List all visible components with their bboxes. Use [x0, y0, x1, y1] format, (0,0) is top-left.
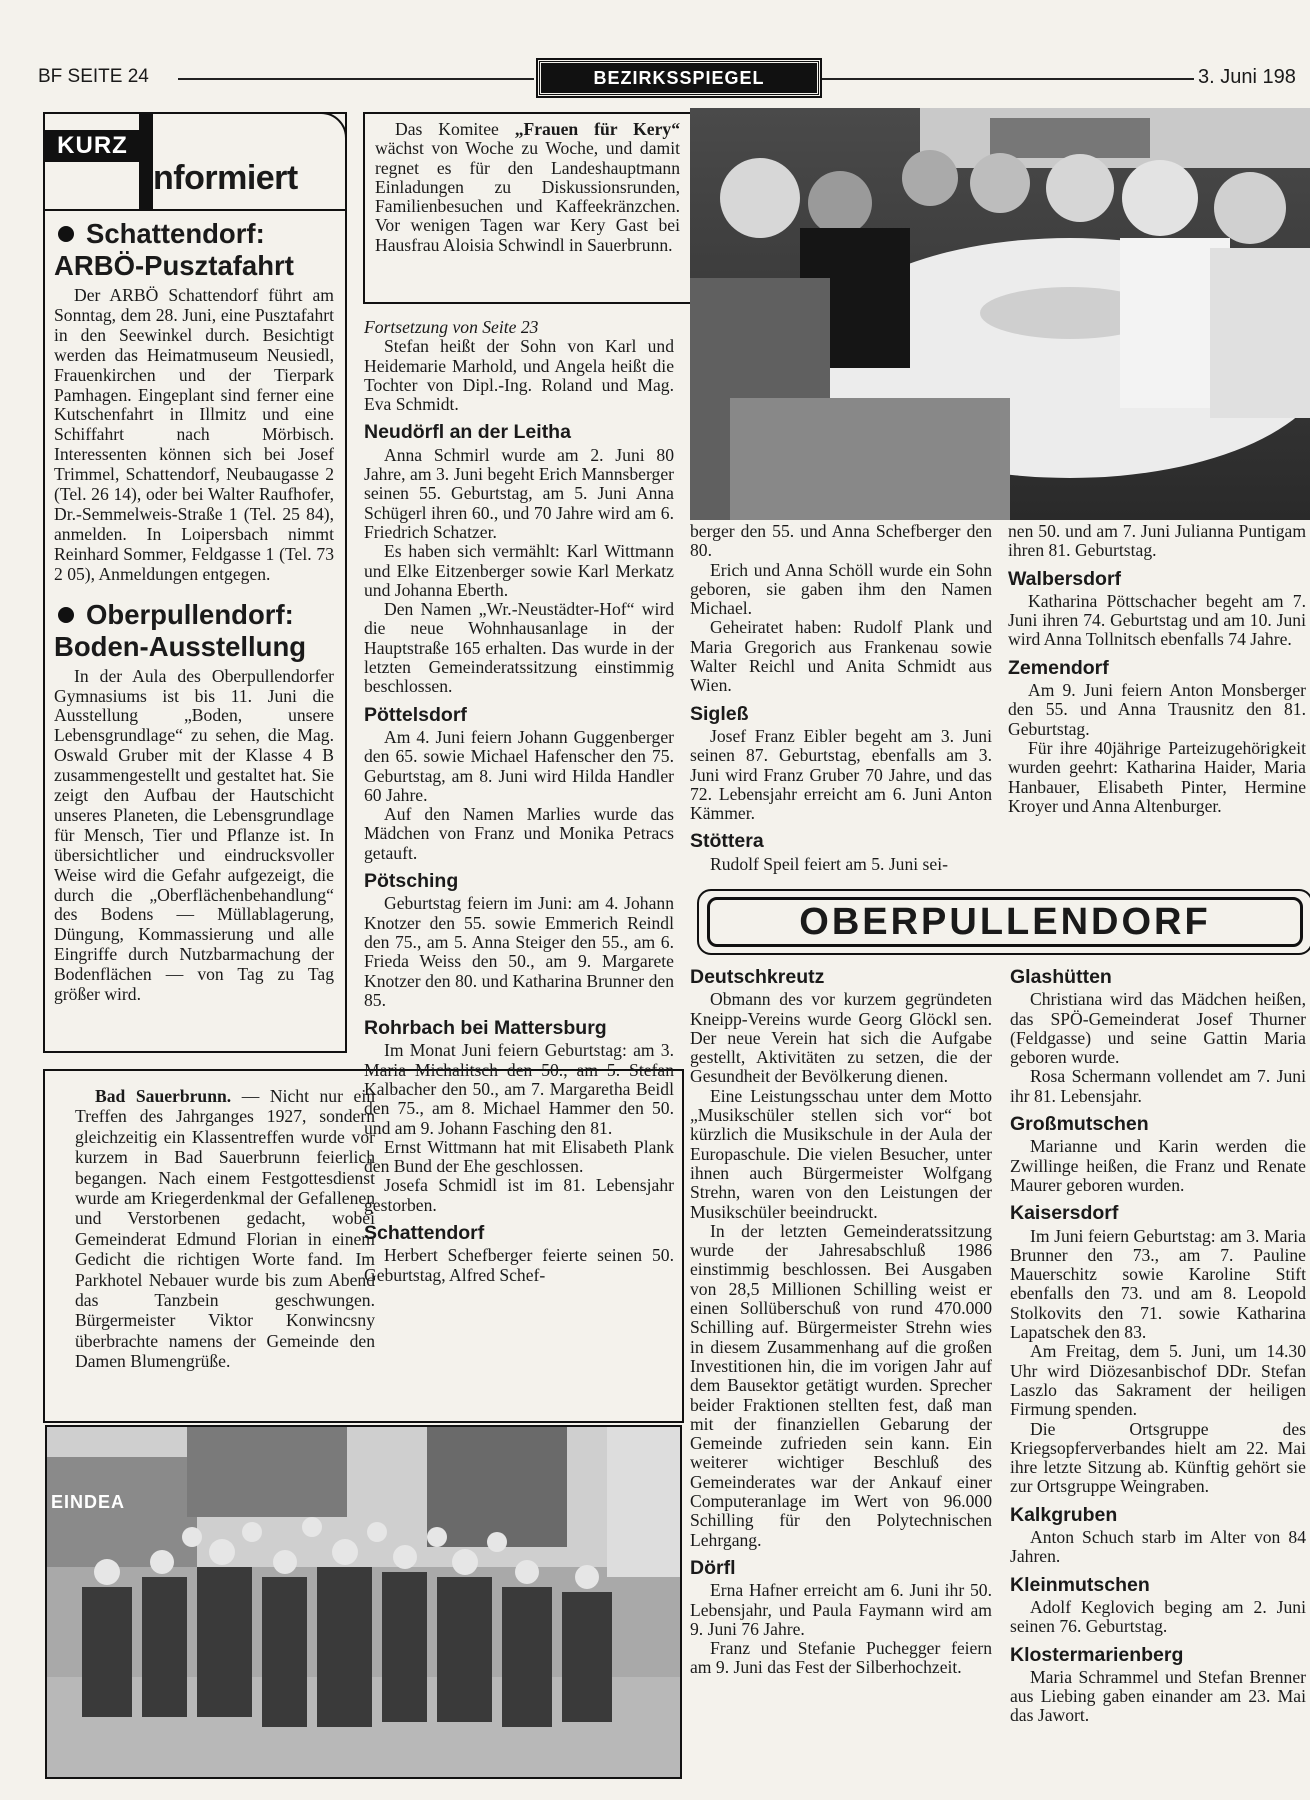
column-bezirk-3: berger den 55. und Anna Schefberger den 80. Erich und Anna Schöll wurde ein Sohn geboren, sie gaben ihm den Namen Michael. Geheiratet haben: Rudolf Plank und Maria Gregorich aus Frankenau sowie Walter Reichl und Anita Schmidt aus Wien. Sigleß Josef Franz Eibler begeht am 3. Juni seinen 87. Geburtstag, ebenfalls am 3. Juni wird Franz Gruber 70 Jahre, und das 72. Lebensjahr erreicht am 6. Juni Anton Kämmer. Stöttera Rudolf Speil feiert am 5. Juni sei- [690, 521, 992, 874]
bullet-icon [58, 226, 74, 242]
page-number: BF SEITE 24 [38, 66, 149, 87]
column-bezirk-4: nen 50. und am 7. Juni Julianna Puntigam ihren 81. Geburtstag. Walbersdorf Katharina Pöttschacher begeht am 7. Juni ihren 74. Geburtstag und am 10. Juni wird Anna Tollnitsch ebenfalls 74 Jahre. Zemendorf Am 9. Juni feiern Anton Monsberger den 55. und Anna Trausnitz den 81. Geburtstag. Für ihre 40jährige Parteizugehörigkeit wurden geehrt: Katharina Haider, Maria Hanbauer, Elisabeth Pinter, Hermine Kroyer und Anna Altenburger. [1008, 521, 1306, 816]
oberpullendorf-title: OBERPULLENDORF [707, 897, 1303, 947]
column-oberpullendorf-2: Glashütten Christiana wird das Mädchen heißen, das SPÖ-Gemeinderat Josef Thurner (Feldgasse) und seine Gattin Maria geboren wurde. Rosa Schermann vollendet am 7. Juni ihr 81. Lebensjahr. Großmutschen Marianne und Karin werden die Zwillinge heißen, die Franz und Renate Maurer geboren wurden. Kaisersdorf Im Juni feiern Geburtstag: am 3. Maria Brunner den 73., am 7. Pauline Mauerschitz sowie Karoline Stift ebenfalls den 73. und am 8. Leopold Stolkovits den 71. sowie Katharina Lapatschek den 83. Am Freitag, dem 5. Juni, um 14.30 Uhr wird Diözesanbischof DDr. Stefan Laszlo das Sakrament der heiligen Firmung spenden. Die Ortsgruppe des Kriegsopferverbandes hielt am 22. Mai ihre letzte Sitzung ab. Künftig gehört sie zur Ortsgruppe Weingraben. Kalkgruben Anton Schuch starb im Alter von 84 Jahren. Kleinmutschen Adolf Keglovich beging am 2. Juni seinen 76. Geburtstag. Klostermarienberg Maria Schrammel und Stefan Brenner aus Liebing gaben einander am 23. Mai das Jawort. [1010, 966, 1306, 1726]
frauen-kery-text: Das Komitee „Frauen für Kery“ wächst von Woche zu Woche, und damit regnet es für den Landeshauptmann Einladungen zu Diskussionsrunden, Familienbesuchen und Kaffeekränzchen. Vor wenigen Tagen war Kery Gast bei Hausfrau Aloisia Schwindl in Sauerbrunn. [375, 119, 680, 255]
town-heading: Pötsching [364, 870, 459, 893]
town-heading: Stöttera [690, 830, 764, 853]
town-heading: Kalkgruben [1010, 1503, 1118, 1526]
town-heading: Kleinmutschen [1010, 1573, 1150, 1596]
kurz-articles [54, 212, 334, 1005]
photo-jahrgangstreffen [45, 1425, 682, 1779]
article-text: Der ARBÖ Schattendorf führt am Sonntag, dem 28. Juni, eine Pusztafahrt in den Seewinkel durch. Besichtigt werden das Heimatmuseum Neusiedl, Frauenkirchen und der Tierpark Pamhagen. Eingeplant sind ferner eine Kutschenfahrt in Illmitz und eine Schiffahrt nach Mörbisch. Interessenten können sich bei Josef Trimmel, Schattendorf, Neubaugasse 2 (Tel. 26 14), oder bei Walter Raufhofer, Dr.-Semmelweis-Straße 1 (Tel. 25 84), anmelden. In Loipersbach nimmt Reinhard Sommer, Feldgasse 1 (Tel. 73 2 05), Anmeldungen entgegen. [54, 285, 334, 584]
article-title: Oberpullendorf: [54, 599, 334, 631]
town-heading: Sigleß [690, 702, 749, 725]
town-heading: Glashütten [1010, 966, 1112, 988]
kurz-informiert-heading [43, 112, 347, 211]
informiert-label: nformiert [153, 159, 298, 197]
frauen-kery-box [363, 112, 692, 304]
town-heading: Pöttelsdorf [364, 703, 467, 726]
town-heading: Dörfl [690, 1556, 736, 1579]
fortsetzung-note: Fortsetzung von Seite 23 [364, 317, 539, 337]
photo-kaffeekraenzchen [690, 108, 1310, 520]
town-heading: Schattendorf [364, 1222, 485, 1245]
town-heading: Walbersdorf [1008, 567, 1122, 590]
header-rule-left [178, 78, 534, 80]
kurz-label: KURZ [45, 130, 140, 162]
town-heading: Großmutschen [1010, 1113, 1149, 1136]
column-oberpullendorf-1: Deutschkreutz Obmann des vor kurzem gegründeten Kneipp-Vereins wurde Georg Glöckl sen. Der neue Verein hat sich die Aufgabe gestellt, Aktivitäten zu setzen, die der Gesundheit der Bevölkerung dienen. Eine Leistungsschau unter dem Motto „Musikschüler stellen sich vor“ bot kürzlich die Musikschule in der Aula der Europaschule. Die vielen Besucher, unter ihnen auch Bürgermeister Wolfgang Strehn, waren von den Leistungen der Musikschüler beeindruckt. In der letzten Gemeinderatssitzung wurde der Jahresabschluß 1986 einstimmig beschlossen. Bei Ausgaben von 28,5 Millionen Schilling weist er einen Sollüberschuß von rund 470.000 Schilling auf. Bürgermeister Strehn wies in diesem Zusammenhang auf die großen Investitionen hin, die im vorigen Jahr auf dem Bausektor getätigt wurden. Sprecher beider Fraktionen stellten fest, daß man mit der finanziellen Gebarung der Gemeinde zufrieden sein kann. Ein weiterer wichtiger Beschluß des Gemeinderates war der Ankauf einer Computeranlage im Wert von 96.000 Schilling für den Polytechnischen Lehrgang. Dörfl Erna Hafner erreicht am 6. Juni ihr 50. Lebensjahr, und Paula Faymann wird am 9. Juni 76 Jahre. Franz und Stefanie Puchegger feiern am 9. Juni das Fest der Silberhochzeit. [690, 966, 992, 1678]
informiert-initial-bar [139, 114, 153, 209]
column-bezirk-2: Fortsetzung von Seite 23 Stefan heißt der Sohn von Karl und Heidemarie Marhold, und Angela heißt die Tochter von Dipl.-Ing. Roland und Mag. Eva Schmidt. Neudörfl an der Leitha Anna Schmirl wurde am 2. Juni 80 Jahre, am 3. Juni begeht Erich Mannsberger seinen 55. Geburtstag, am 5. Juni Anna Schügerl ihren 60., und 70 Jahre wird am 6. Friedrich Schatzer. Es haben sich vermählt: Karl Wittmann und Elke Eitzenberger sowie Karl Merkatz und Johanna Eberth. Den Namen „Wr.-Neustädter-Hof“ wird die neue Wohnhausanlage in der Hauptstraße 165 erhalten. Das wurde in der letzten Gemeinderatssitzung einstimmig beschlossen. Pöttelsdorf Am 4. Juni feiern Johann Guggenberger den 65. sowie Michael Hafenscher den 75. Geburtstag, am 8. Juni wird Hilda Handler 60 Jahre. Auf den Namen Marlies wurde das Mädchen von Franz und Monika Petracs getauft. Pötsching Geburtstag feiern im Juni: am 4. Johann Knotzer den 55. sowie Emmerich Reindl den 75., am 5. Anna Steiger den 55., am 6. Frieda Weiss den 50., am 9. Margarete Knotzer den 80. und Katharina Brunner den 85. Rohrbach bei Mattersburg Im Monat Juni feiern Geburtstag: am 3. Maria Michalitsch den 50., am 5. Stefan Kalbacher den 50., am 7. Margaretha Beidl den 75., am 8. Michael Hammer den 50. und am 9. Johann Fasching den 81. Ernst Wittmann hat mit Elisabeth Plank den Bund der Ehe geschlossen. Josefa Schmidl ist im 81. Lebensjahr gestorben. Schattendorf Herbert Schefberger feierte seinen 50. Geburtstag, Alfred Schef- [364, 317, 674, 1285]
photo-sign-text: EINDEA [51, 1492, 126, 1512]
issue-date: 3. Juni 198 [1198, 66, 1296, 88]
article-title: ARBÖ-Pusztafahrt [54, 250, 294, 281]
masthead: BEZIRKSSPIEGEL [538, 60, 820, 96]
town-heading: Klostermarienberg [1010, 1643, 1184, 1666]
bad-sauerbrunn-text: Bad Sauerbrunn. — Nicht nur ein Treffen des Jahrganges 1927, sondern gleichzeitig ein Klassentreffen wurde vor kurzem in Bad Sauerbrunn feierlich begangen. Nach einem Festgottesdienst wurde am Kriegerdenkmal der Gefallenen und Verstorbenen gedacht, wobei Gemeinderat Edmund Florian in einem Gedicht die richtigen Worte fand. Im Parkhotel Nebauer wurde bis zum Abend das Tanzbein geschwungen. Bürgermeister Viktor Konwincsny überbrachte namens der Gemeinde den Damen Blumengrüße. [75, 1086, 375, 1372]
oberpullendorf-banner [697, 889, 1310, 955]
header-rule-right [818, 78, 1194, 80]
article-title: Schattendorf: [54, 218, 334, 250]
town-heading: Neudörfl an der Leitha [364, 421, 571, 444]
bullet-icon [58, 607, 74, 623]
article-text: In der Aula des Oberpullendorfer Gymnasiums ist bis 11. Juni die Ausstellung „Boden, unsere Lebensgrundlage“ zu sehen, die Mag. Oswald Gruber mit der Klasse 4 B zusammengestellt und gestaltet hat. Sie zeigt den Aufbau der Hautschicht unseres Planeten, die Lebensgrundlage für Mensch, Tier und Pflanze ist. In übersichtlicher und eindrucksvoller Weise wird die Gefahr aufgezeigt, die durch die „Oberflächenbehandlung“ des Bodens — Müllablagerung, Düngung, Kommassierung und alle Eingriffe durch Nutzbarmachung der Bodenflächen — von Tag zu Tag größer wird. [54, 665, 334, 1005]
town-heading: Deutschkreutz [690, 966, 825, 988]
town-heading: Kaisersdorf [1010, 1202, 1119, 1225]
article-title: Boden-Ausstellung [54, 630, 307, 662]
town-heading: Rohrbach bei Mattersburg [364, 1017, 607, 1040]
town-heading: Zemendorf [1008, 656, 1109, 679]
